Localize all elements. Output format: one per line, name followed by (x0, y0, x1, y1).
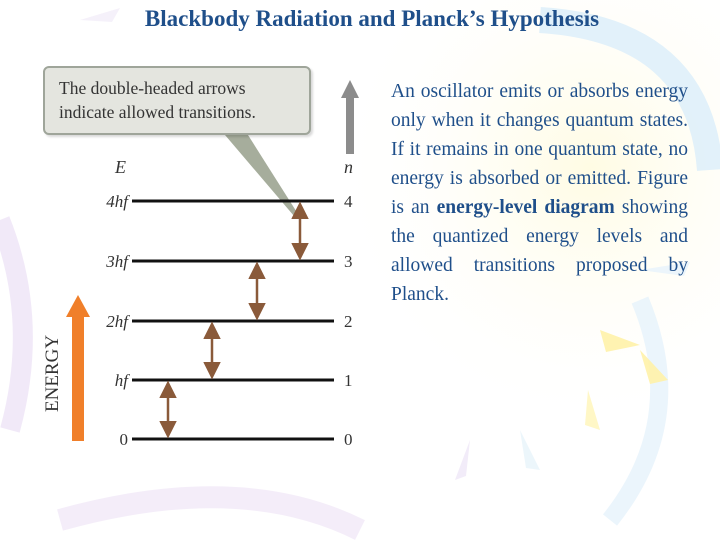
energy-axis-label: E (115, 157, 126, 177)
callout-box (43, 66, 311, 135)
callout-pointer (225, 135, 298, 216)
energy-arrow-head (66, 295, 90, 317)
energy-level-label: 3hf (106, 252, 128, 271)
slide-title: Blackbody Radiation and Planck’s Hypothesis (144, 6, 600, 31)
energy-level-label: 4hf (106, 192, 128, 211)
quantum-number-label: 4 (344, 192, 353, 211)
energy-levels (105, 192, 353, 449)
energy-arrow-shaft (72, 315, 84, 441)
quantum-number-label: 3 (344, 252, 353, 271)
n-arrow-head (341, 80, 359, 98)
quantum-number-label: n (344, 157, 353, 177)
callout-line-2: indicate allowed transitions. (59, 102, 256, 122)
energy-level-label: 2hf (106, 312, 128, 331)
n-arrow-shaft (346, 96, 354, 154)
energy-level-label: hf (114, 371, 128, 390)
description-bold-term: energy-level diagram (436, 197, 615, 218)
callout-line-1: The double-headed arrows (59, 78, 246, 98)
description-text (391, 77, 688, 309)
description-part-2: showing the quantized energy levels and allowed transitions proposed by Planck. (391, 197, 688, 305)
quantum-number-label: 1 (344, 371, 353, 390)
energy-vertical-label: ENERGY (42, 334, 63, 412)
description-part-1: An oscillator emits or absorbs energy only when it changes quantum states. If it remains in one quantum state, no energy is absorbed or emitted. Figure is an (391, 81, 688, 218)
quantum-number-label: 0 (344, 430, 353, 449)
quantum-number-label: 2 (344, 312, 353, 331)
energy-level-label: 0 (119, 430, 128, 449)
